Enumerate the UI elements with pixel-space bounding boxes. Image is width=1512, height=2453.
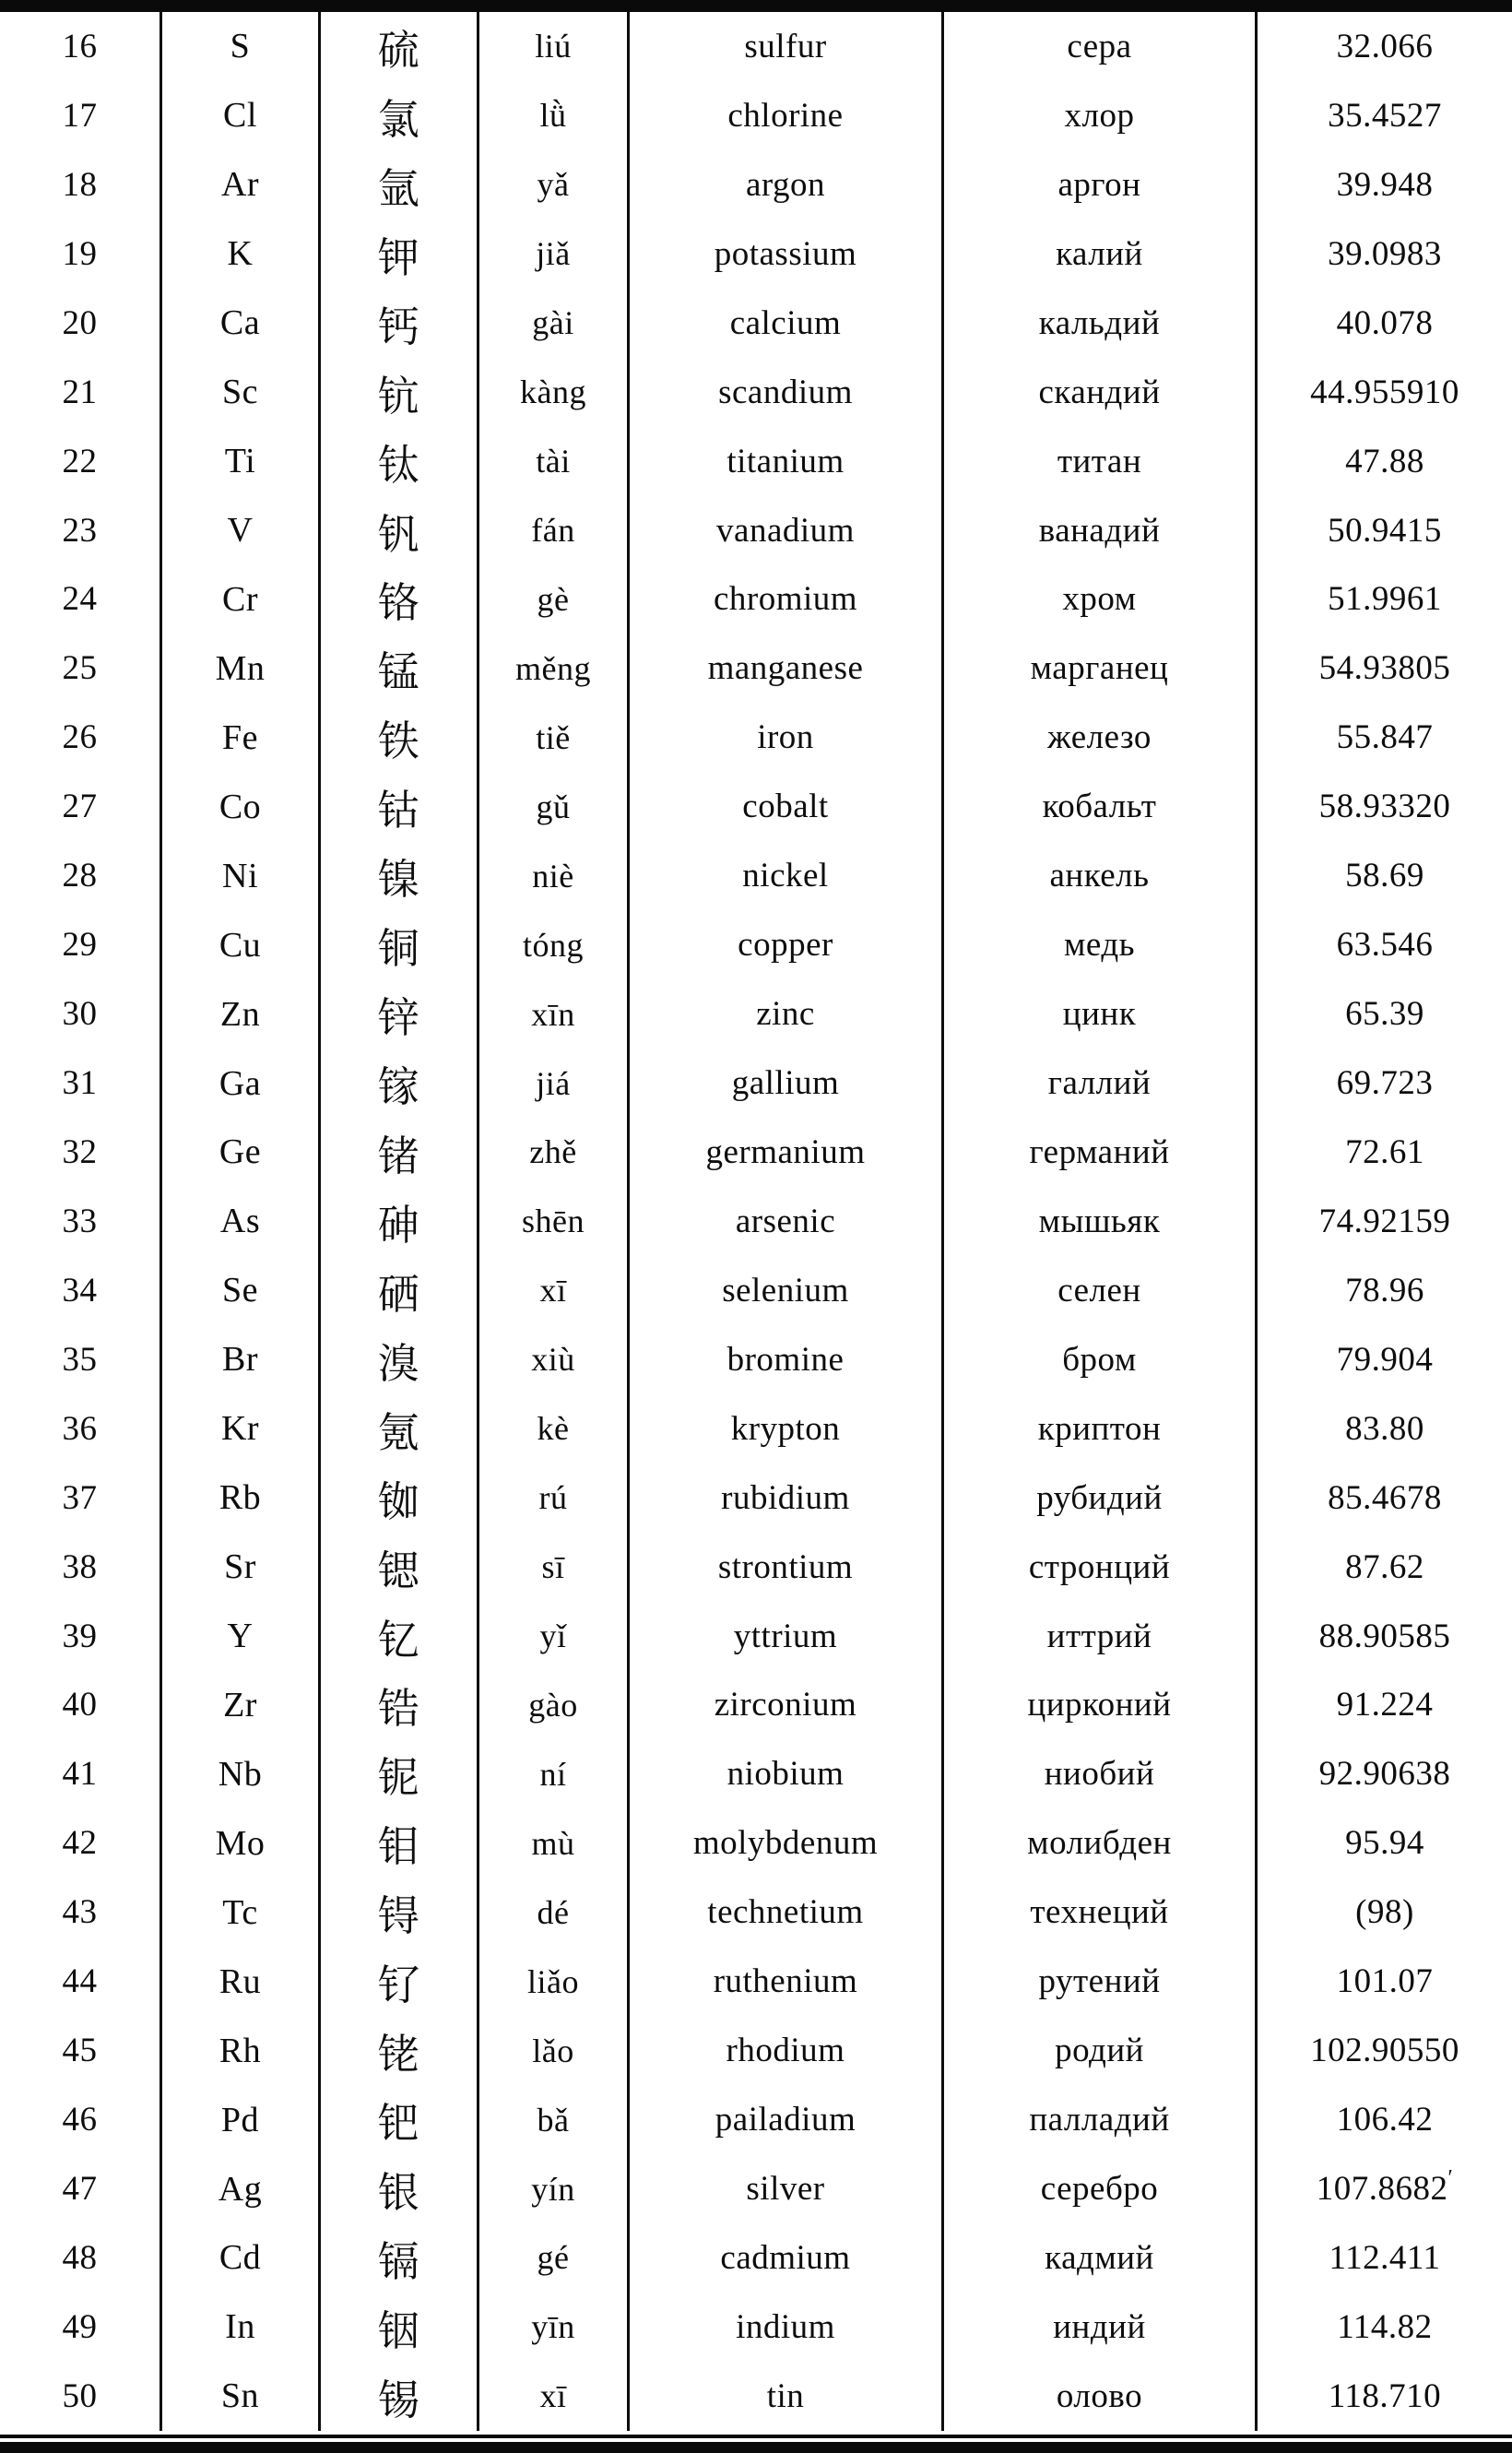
elements-table	[0, 12, 1512, 2431]
english-name-cell: titanium	[627, 427, 941, 496]
pinyin-cell: xīn	[477, 979, 627, 1049]
russian-name-cell: галлий	[941, 1049, 1255, 1118]
atomic-mass-cell	[1255, 2016, 1512, 2085]
english-name-cell: chlorine	[627, 81, 941, 150]
atomic-mass-cell	[1255, 1256, 1512, 1325]
atomic-mass-cell	[1255, 634, 1512, 703]
symbol-cell: As	[159, 1187, 318, 1256]
pinyin-cell: dé	[477, 1878, 627, 1947]
atomic-number-cell: 24	[62, 580, 98, 619]
atomic-mass-cell	[1255, 2154, 1512, 2223]
symbol-cell: V	[159, 496, 318, 565]
chinese-name-cell: 银	[318, 2154, 477, 2223]
symbol-cell: Cl	[159, 81, 318, 150]
english-name-cell: tin	[627, 2362, 941, 2431]
symbol-cell: Co	[159, 772, 318, 841]
atomic-number-cell: 35	[62, 1340, 98, 1379]
english-name-cell: ruthenium	[627, 1947, 941, 2016]
chinese-name-cell: 钯	[318, 2085, 477, 2154]
table-top-rule	[0, 0, 1512, 12]
symbol-cell: Ca	[159, 289, 318, 358]
english-name-cell: vanadium	[627, 496, 941, 565]
english-name-cell: indium	[627, 2293, 941, 2362]
atomic-number-cell: 16	[62, 27, 98, 65]
atomic-number-cell: 50	[62, 2376, 98, 2415]
chinese-name-cell: 铜	[318, 910, 477, 979]
russian-name-cell: ниобий	[941, 1739, 1255, 1808]
atomic-number-cell: 41	[62, 1755, 98, 1794]
atomic-mass-value: 83.80	[1345, 1409, 1424, 1448]
russian-name-cell: сера	[941, 12, 1255, 81]
atomic-mass-value: 112.411	[1329, 2238, 1441, 2277]
atomic-number-cell: 42	[62, 1824, 98, 1863]
english-name-cell: strontium	[627, 1533, 941, 1602]
atomic-mass-value: 40.078	[1336, 303, 1434, 342]
atomic-mass-cell	[1255, 1602, 1512, 1671]
russian-name-cell: анкель	[941, 841, 1255, 910]
pinyin-cell: mù	[477, 1808, 627, 1878]
atomic-mass-cell	[1255, 2085, 1512, 2154]
symbol-cell: Ti	[159, 427, 318, 496]
russian-name-cell: ванадий	[941, 496, 1255, 565]
russian-name-cell: титан	[941, 427, 1255, 496]
atomic-number-cell: 26	[62, 718, 98, 757]
symbol-cell: Cd	[159, 2223, 318, 2293]
atomic-mass-cell	[1255, 150, 1512, 219]
symbol-cell: Ag	[159, 2154, 318, 2223]
chinese-name-cell: 钌	[318, 1947, 477, 2016]
chinese-name-cell: 铬	[318, 565, 477, 634]
russian-name-cell: родий	[941, 2016, 1255, 2085]
atomic-mass-value: 39.948	[1336, 165, 1434, 204]
atomic-mass-cell	[1255, 1325, 1512, 1394]
atomic-number-cell: 17	[62, 96, 98, 135]
russian-name-cell: технеций	[941, 1878, 1255, 1947]
chinese-name-cell: 硒	[318, 1256, 477, 1325]
pinyin-cell: gé	[477, 2223, 627, 2293]
atomic-mass-cell	[1255, 1118, 1512, 1187]
pinyin-cell: jiǎ	[477, 219, 627, 289]
pinyin-cell: tiě	[477, 703, 627, 772]
symbol-cell: Br	[159, 1325, 318, 1394]
chinese-name-cell: 铌	[318, 1739, 477, 1808]
symbol-cell: Rh	[159, 2016, 318, 2085]
english-name-cell: calcium	[627, 289, 941, 358]
atomic-number-cell: 43	[62, 1893, 98, 1932]
english-name-cell: krypton	[627, 1394, 941, 1464]
russian-name-cell: иттрий	[941, 1602, 1255, 1671]
atomic-mass-cell	[1255, 289, 1512, 358]
atomic-number-cell: 34	[62, 1271, 98, 1309]
chinese-name-cell: 钾	[318, 219, 477, 289]
pinyin-cell: yīn	[477, 2293, 627, 2362]
atomic-mass-cell	[1255, 2223, 1512, 2293]
atomic-number-cell: 21	[62, 373, 98, 411]
pinyin-cell: sī	[477, 1533, 627, 1602]
russian-name-cell: рутений	[941, 1947, 1255, 2016]
pinyin-cell: fán	[477, 496, 627, 565]
atomic-mass-cell	[1255, 565, 1512, 634]
symbol-cell: Nb	[159, 1739, 318, 1808]
english-name-cell: sulfur	[627, 12, 941, 81]
atomic-mass-cell	[1255, 2293, 1512, 2362]
symbol-cell: Zr	[159, 1671, 318, 1740]
atomic-mass-cell	[1255, 1947, 1512, 2016]
chinese-name-cell: 溴	[318, 1325, 477, 1394]
english-name-cell: cobalt	[627, 772, 941, 841]
chinese-name-cell: 镍	[318, 841, 477, 910]
russian-name-cell: железо	[941, 703, 1255, 772]
russian-name-cell: хлор	[941, 81, 1255, 150]
symbol-cell: Tc	[159, 1878, 318, 1947]
atomic-mass-value: 44.955910	[1310, 373, 1459, 411]
atomic-number-cell: 47	[62, 2170, 98, 2209]
atomic-number-cell: 45	[62, 2032, 98, 2070]
russian-name-cell: мышьяк	[941, 1187, 1255, 1256]
atomic-mass-value: 88.90585	[1318, 1617, 1451, 1655]
pinyin-cell: kàng	[477, 358, 627, 427]
pinyin-cell: bǎ	[477, 2085, 627, 2154]
atomic-mass-value: 118.710	[1328, 2376, 1442, 2415]
chinese-name-cell: 钪	[318, 358, 477, 427]
atomic-mass-value: 63.546	[1336, 926, 1434, 965]
russian-name-cell: криптон	[941, 1394, 1255, 1464]
pinyin-cell: yín	[477, 2154, 627, 2223]
atomic-mass-cell	[1255, 12, 1512, 81]
english-name-cell: niobium	[627, 1739, 941, 1808]
chinese-name-cell: 锌	[318, 979, 477, 1049]
chinese-name-cell: 钙	[318, 289, 477, 358]
table-bottom-rule-thin	[0, 2435, 1512, 2438]
atomic-mass-cell	[1255, 1187, 1512, 1256]
atomic-mass-cell	[1255, 1049, 1512, 1118]
pinyin-cell: kè	[477, 1394, 627, 1464]
symbol-cell: Sr	[159, 1533, 318, 1602]
pinyin-cell: xī	[477, 1256, 627, 1325]
atomic-mass-value: 102.90550	[1310, 2032, 1459, 2070]
russian-name-cell: хром	[941, 565, 1255, 634]
atomic-mass-cell	[1255, 979, 1512, 1049]
english-name-cell: argon	[627, 150, 941, 219]
pinyin-cell: shēn	[477, 1187, 627, 1256]
russian-name-cell: палладий	[941, 2085, 1255, 2154]
english-name-cell: copper	[627, 910, 941, 979]
atomic-number-cell: 29	[62, 926, 98, 965]
pinyin-cell: yǐ	[477, 1602, 627, 1671]
symbol-cell: Mn	[159, 634, 318, 703]
atomic-mass-cell	[1255, 427, 1512, 496]
chinese-name-cell: 钇	[318, 1602, 477, 1671]
chinese-name-cell: 氩	[318, 150, 477, 219]
atomic-number-cell: 30	[62, 995, 98, 1034]
atomic-number-cell: 44	[62, 1962, 98, 2001]
symbol-cell: Sn	[159, 2362, 318, 2431]
chinese-name-cell: 铑	[318, 2016, 477, 2085]
english-name-cell: arsenic	[627, 1187, 941, 1256]
english-name-cell: germanium	[627, 1118, 941, 1187]
symbol-cell: Zn	[159, 979, 318, 1049]
pinyin-cell: lǎo	[477, 2016, 627, 2085]
atomic-mass-value: 54.93805	[1318, 649, 1451, 688]
atomic-mass-cell	[1255, 1394, 1512, 1464]
atomic-mass-value: 101.07	[1336, 1962, 1434, 2001]
atomic-mass-value: 55.847	[1336, 718, 1434, 757]
symbol-cell: Ga	[159, 1049, 318, 1118]
english-name-cell: iron	[627, 703, 941, 772]
russian-name-cell: молибден	[941, 1808, 1255, 1878]
atomic-mass-cell	[1255, 1671, 1512, 1740]
atomic-mass-value: 114.82	[1337, 2307, 1433, 2346]
atomic-mass-value: 79.904	[1336, 1340, 1434, 1379]
english-name-cell: chromium	[627, 565, 941, 634]
chinese-name-cell: 钒	[318, 496, 477, 565]
russian-name-cell: селен	[941, 1256, 1255, 1325]
stray-superscript-mark: ′	[1447, 2166, 1454, 2191]
english-name-cell: nickel	[627, 841, 941, 910]
chinese-name-cell: 钴	[318, 772, 477, 841]
atomic-mass-cell	[1255, 496, 1512, 565]
atomic-mass-value: 47.88	[1345, 442, 1424, 480]
pinyin-cell: liú	[477, 12, 627, 81]
pinyin-cell: liǎo	[477, 1947, 627, 2016]
atomic-mass-cell	[1255, 910, 1512, 979]
pinyin-cell: zhě	[477, 1118, 627, 1187]
chinese-name-cell: 铁	[318, 703, 477, 772]
atomic-mass-value: 92.90638	[1318, 1755, 1451, 1794]
atomic-mass-value: 69.723	[1336, 1064, 1434, 1103]
english-name-cell: molybdenum	[627, 1808, 941, 1878]
pinyin-cell: gǔ	[477, 772, 627, 841]
russian-name-cell: олово	[941, 2362, 1255, 2431]
atomic-mass-value: 32.066	[1336, 27, 1434, 65]
english-name-cell: bromine	[627, 1325, 941, 1394]
symbol-cell: Kr	[159, 1394, 318, 1464]
atomic-number-cell: 39	[62, 1617, 98, 1655]
russian-name-cell: германий	[941, 1118, 1255, 1187]
russian-name-cell: медь	[941, 910, 1255, 979]
atomic-mass-value: 106.42	[1336, 2101, 1434, 2139]
english-name-cell: technetium	[627, 1878, 941, 1947]
symbol-cell: Rb	[159, 1464, 318, 1533]
symbol-cell: K	[159, 219, 318, 289]
symbol-cell: Cu	[159, 910, 318, 979]
atomic-mass-value: 95.94	[1345, 1824, 1424, 1863]
russian-name-cell: стронций	[941, 1533, 1255, 1602]
russian-name-cell: кобальт	[941, 772, 1255, 841]
chinese-name-cell: 锰	[318, 634, 477, 703]
atomic-number-cell: 31	[62, 1064, 98, 1103]
russian-name-cell: серебро	[941, 2154, 1255, 2223]
russian-name-cell: цинк	[941, 979, 1255, 1049]
chinese-name-cell: 锗	[318, 1118, 477, 1187]
russian-name-cell: индий	[941, 2293, 1255, 2362]
russian-name-cell: кальдий	[941, 289, 1255, 358]
russian-name-cell: рубидий	[941, 1464, 1255, 1533]
chinese-name-cell: 锝	[318, 1878, 477, 1947]
pinyin-cell: niè	[477, 841, 627, 910]
symbol-cell: Pd	[159, 2085, 318, 2154]
atomic-mass-cell	[1255, 703, 1512, 772]
atomic-mass-value: 91.224	[1336, 1686, 1434, 1724]
pinyin-cell: lǜ	[477, 81, 627, 150]
atomic-mass-cell	[1255, 219, 1512, 289]
atomic-mass-cell	[1255, 358, 1512, 427]
english-name-cell: manganese	[627, 634, 941, 703]
atomic-number-cell: 32	[62, 1132, 98, 1171]
chinese-name-cell: 砷	[318, 1187, 477, 1256]
russian-name-cell: скандий	[941, 358, 1255, 427]
atomic-number-cell: 40	[62, 1686, 98, 1724]
atomic-number-cell: 46	[62, 2101, 98, 2139]
russian-name-cell: калий	[941, 219, 1255, 289]
symbol-cell: Ru	[159, 1947, 318, 2016]
atomic-mass-value: 85.4678	[1328, 1478, 1442, 1517]
atomic-mass-value: 65.39	[1345, 995, 1424, 1034]
english-name-cell: rhodium	[627, 2016, 941, 2085]
chinese-name-cell: 氪	[318, 1394, 477, 1464]
atomic-mass-value: 35.4527	[1328, 96, 1442, 135]
english-name-cell: yttrium	[627, 1602, 941, 1671]
atomic-mass-cell	[1255, 841, 1512, 910]
pinyin-cell: gài	[477, 289, 627, 358]
symbol-cell: Mo	[159, 1808, 318, 1878]
english-name-cell: cadmium	[627, 2223, 941, 2293]
atomic-mass-cell	[1255, 1878, 1512, 1947]
chinese-name-cell: 氯	[318, 81, 477, 150]
symbol-cell: Ni	[159, 841, 318, 910]
atomic-mass-cell	[1255, 2362, 1512, 2431]
atomic-mass-value: 39.0983	[1328, 234, 1442, 273]
english-name-cell: selenium	[627, 1256, 941, 1325]
english-name-cell: zinc	[627, 979, 941, 1049]
pinyin-cell: ní	[477, 1739, 627, 1808]
english-name-cell: scandium	[627, 358, 941, 427]
atomic-number-cell: 18	[62, 165, 98, 204]
symbol-cell: In	[159, 2293, 318, 2362]
atomic-number-cell: 49	[62, 2307, 98, 2346]
chinese-name-cell: 钼	[318, 1808, 477, 1878]
atomic-mass-cell	[1255, 1808, 1512, 1878]
russian-name-cell: аргон	[941, 150, 1255, 219]
atomic-mass-cell	[1255, 772, 1512, 841]
atomic-mass-value: (98)	[1355, 1893, 1414, 1932]
atomic-number-cell: 36	[62, 1409, 98, 1448]
chinese-name-cell: 锶	[318, 1533, 477, 1602]
english-name-cell: rubidium	[627, 1464, 941, 1533]
atomic-mass-value: 58.93320	[1318, 788, 1451, 826]
english-name-cell: pailadium	[627, 2085, 941, 2154]
pinyin-cell: xiù	[477, 1325, 627, 1394]
chinese-name-cell: 硫	[318, 12, 477, 81]
pinyin-cell: tài	[477, 427, 627, 496]
symbol-cell: S	[159, 12, 318, 81]
atomic-number-cell: 38	[62, 1547, 98, 1586]
english-name-cell: zirconium	[627, 1671, 941, 1740]
pinyin-cell: gào	[477, 1671, 627, 1740]
chinese-name-cell: 锡	[318, 2362, 477, 2431]
table-bottom-rule-thick	[0, 2442, 1512, 2453]
atomic-mass-value: 87.62	[1345, 1547, 1424, 1586]
symbol-cell: Y	[159, 1602, 318, 1671]
symbol-cell: Sc	[159, 358, 318, 427]
atomic-number-cell: 19	[62, 234, 98, 273]
atomic-mass-value: 107.8682	[1316, 2170, 1448, 2209]
chinese-name-cell: 锆	[318, 1671, 477, 1740]
atomic-mass-value: 58.69	[1345, 857, 1424, 895]
atomic-mass-value: 51.9961	[1328, 580, 1442, 619]
symbol-cell: Ar	[159, 150, 318, 219]
atomic-number-cell: 20	[62, 303, 98, 342]
russian-name-cell: бром	[941, 1325, 1255, 1394]
english-name-cell: gallium	[627, 1049, 941, 1118]
pinyin-cell: gè	[477, 565, 627, 634]
atomic-mass-value: 78.96	[1345, 1271, 1424, 1309]
atomic-mass-value: 72.61	[1345, 1132, 1424, 1171]
atomic-mass-value: 50.9415	[1328, 511, 1442, 550]
pinyin-cell: tóng	[477, 910, 627, 979]
atomic-mass-cell	[1255, 81, 1512, 150]
chinese-name-cell: 镉	[318, 2223, 477, 2293]
russian-name-cell: цирконий	[941, 1671, 1255, 1740]
atomic-number-cell: 27	[62, 788, 98, 826]
atomic-number-cell: 22	[62, 442, 98, 480]
atomic-number-cell: 28	[62, 857, 98, 895]
symbol-cell: Ge	[159, 1118, 318, 1187]
chinese-name-cell: 铷	[318, 1464, 477, 1533]
pinyin-cell: xī	[477, 2362, 627, 2431]
atomic-number-cell: 25	[62, 649, 98, 688]
atomic-mass-value: 74.92159	[1318, 1202, 1451, 1240]
chinese-name-cell: 钛	[318, 427, 477, 496]
chinese-name-cell: 铟	[318, 2293, 477, 2362]
english-name-cell: silver	[627, 2154, 941, 2223]
atomic-number-cell: 37	[62, 1478, 98, 1517]
pinyin-cell: rú	[477, 1464, 627, 1533]
pinyin-cell: měng	[477, 634, 627, 703]
pinyin-cell: yǎ	[477, 150, 627, 219]
atomic-number-cell: 23	[62, 511, 98, 550]
russian-name-cell: кадмий	[941, 2223, 1255, 2293]
atomic-mass-cell	[1255, 1739, 1512, 1808]
atomic-number-cell: 48	[62, 2238, 98, 2277]
symbol-cell: Fe	[159, 703, 318, 772]
pinyin-cell: jiá	[477, 1049, 627, 1118]
russian-name-cell: марганец	[941, 634, 1255, 703]
chinese-name-cell: 镓	[318, 1049, 477, 1118]
symbol-cell: Se	[159, 1256, 318, 1325]
english-name-cell: potassium	[627, 219, 941, 289]
atomic-mass-cell	[1255, 1464, 1512, 1533]
symbol-cell: Cr	[159, 565, 318, 634]
atomic-number-cell: 33	[62, 1202, 98, 1240]
atomic-mass-cell	[1255, 1533, 1512, 1602]
